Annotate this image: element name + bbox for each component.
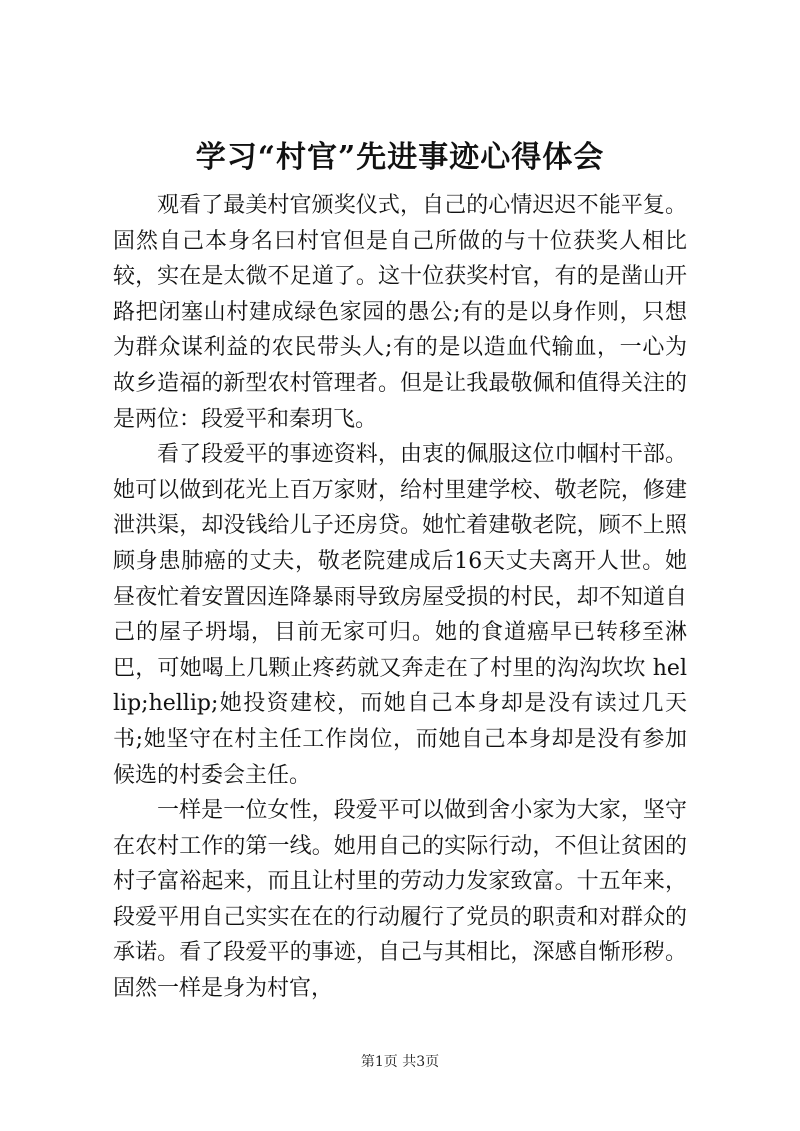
paragraph-2: 看了段爱平的事迹资料，由衷的佩服这位巾帼村干部。她可以做到花光上百万家财，给村里建学校、敬老院，修建泄洪渠，却没钱给儿子还房贷。她忙着建敬老院，顾不上照顾身患肺癌的丈夫，敬老院建成后16天丈夫离开人世。她昼夜忙着安置因连降暴雨导致房屋受损的村民，却不知道自己的屋子坍塌，目前无家可归。她的食道癌早已转移至淋巴，可她喝上几颗止疼药就又奔走在了村里的沟沟坎坎 hellip;hellip;她投资建校，而她自己本身却是没有读过几天书;她坚守在村主任工作岗位，而她自己本身却是没有参加候选的村委会主任。 <box>113 442 687 788</box>
paragraph-3: 一样是一位女性，段爱平可以做到舍小家为大家，坚守在农村工作的第一线。她用自己的实际行动，不但让贫困的村子富裕起来，而且让村里的劳动力发家致富。十五年来，段爱平用自己实实在在的行动履行了党员的职责和对群众的承诺。看了段爱平的事迹，自己与其相比，深感自惭形秽。固然一样是身为村官， <box>113 798 687 1002</box>
paragraph-1: 观看了最美村官颁奖仪式，自己的心情迟迟不能平复。固然自己本身名曰村官但是自己所做的与十位获奖人相比较，实在是太微不足道了。这十位获奖村官，有的是凿山开路把闭塞山村建成绿色家园的愚公;有的是以身作则，只想为群众谋利益的农民带头人;有的是以造血代输血，一心为故乡造福的新型农村管理者。但是让我最敬佩和值得关注的是两位：段爱平和秦玥飞。 <box>113 193 687 432</box>
page-footer: 第1页 共3页 <box>360 1054 440 1070</box>
document-title: 学习“村官”先进事迹心得体会 <box>195 140 605 175</box>
document-body <box>113 188 687 1007</box>
